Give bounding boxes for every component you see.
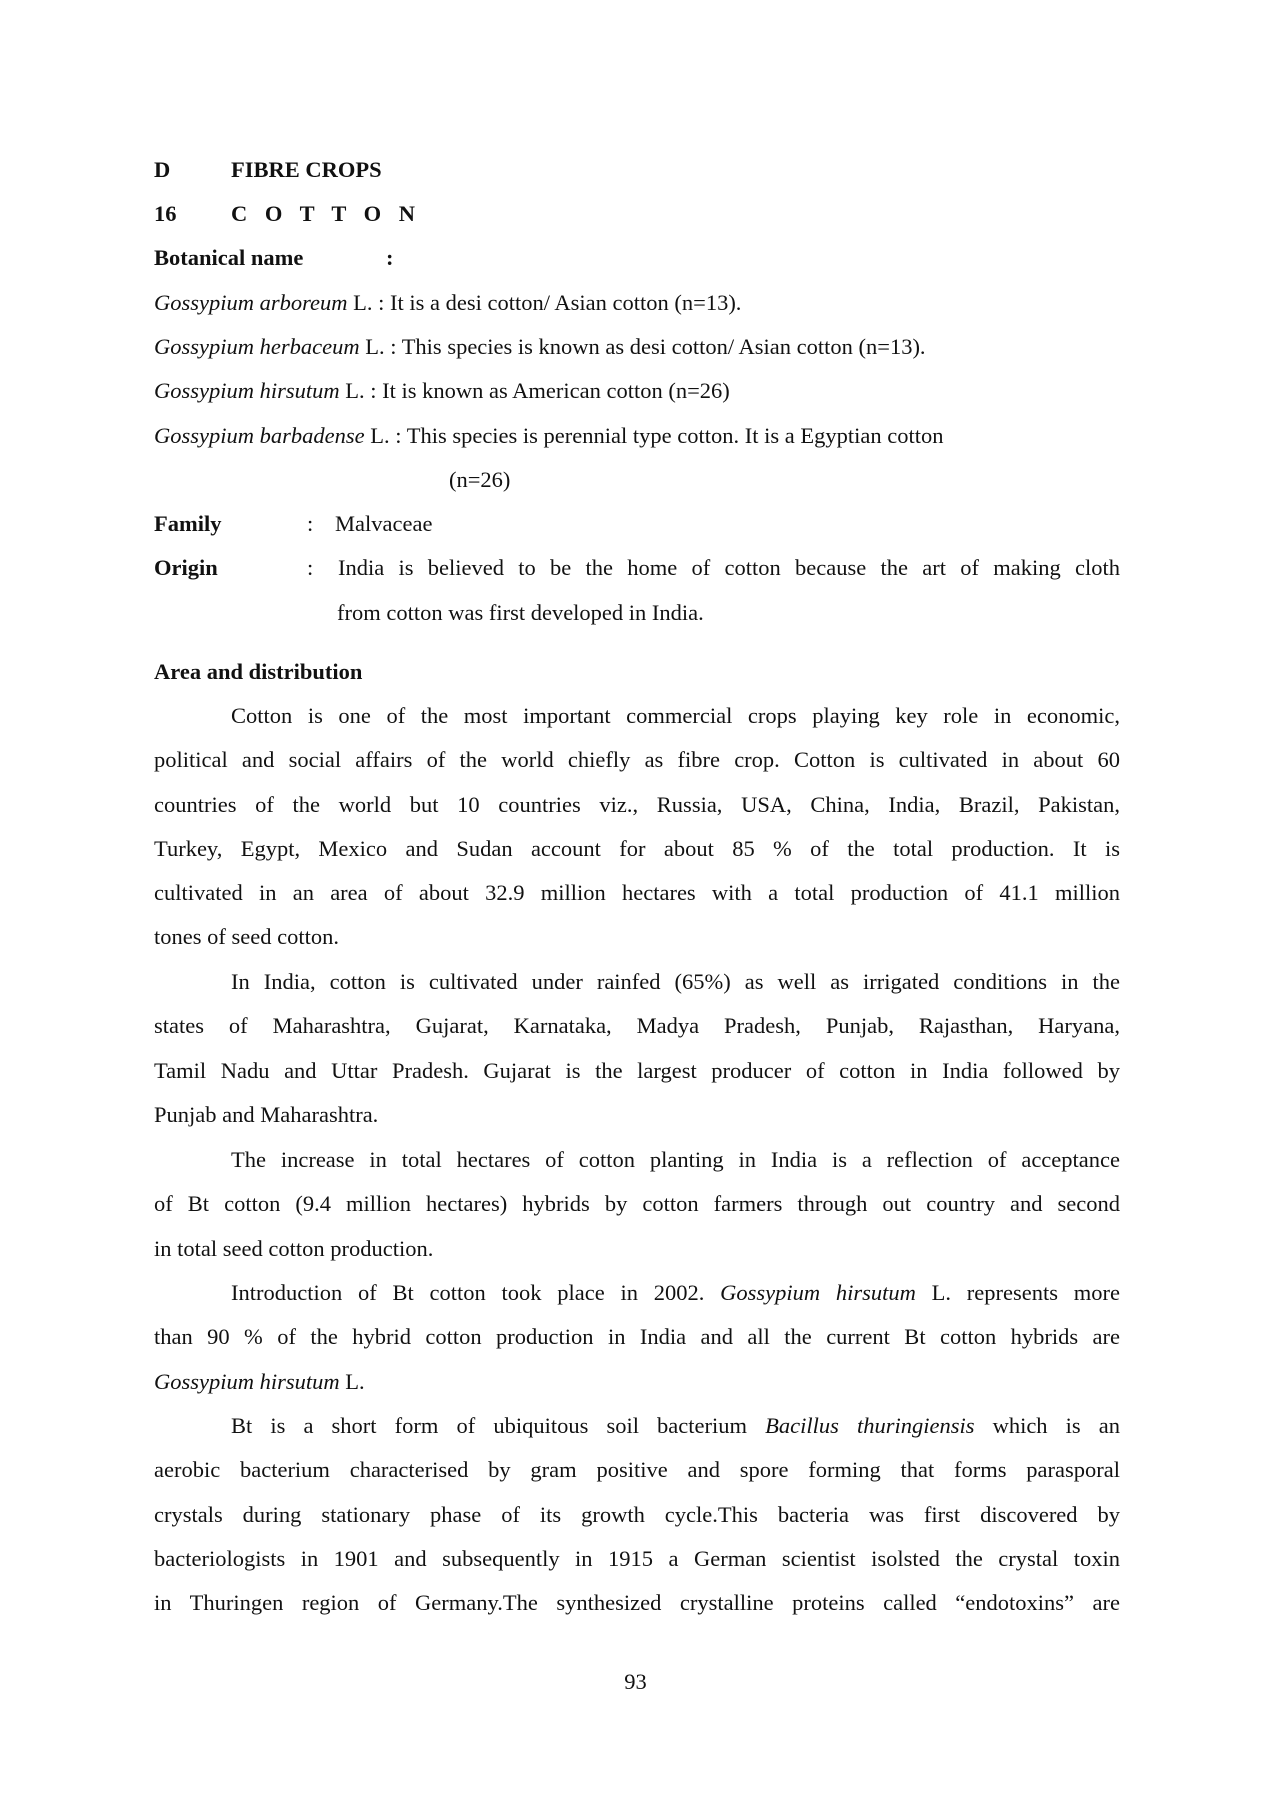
botanical-name-colon: : xyxy=(386,245,394,270)
species-entry: Gossypium arboreum L. : It is a desi cotton/ Asian cotton (n=13). xyxy=(154,290,742,315)
area-heading: Area and distribution xyxy=(154,659,363,684)
page-number: 93 xyxy=(624,1669,647,1694)
species-description: It is known as American cotton (n=26) xyxy=(382,378,730,403)
species-entry: Gossypium barbadense L. : This species is perennial type cotton. It is a Egyptian cotton xyxy=(154,423,944,448)
species-description: It is a desi cotton/ Asian cotton (n=13). xyxy=(390,290,742,315)
species-entry: Gossypium hirsutum L. : It is known as American cotton (n=26) xyxy=(154,378,730,403)
bacterium-name: Bacillus thuringiensis xyxy=(765,1413,975,1438)
paragraph-area-2: In India, cotton is cultivated under rainfed (65%) as well as irrigated conditions in the states of Maharashtra, Gujarat, Karnataka, Madya Pradesh, Punjab, Rajasthan, Haryana, Tamil Nadu and Uttar Pradesh. Gujarat is the largest producer of cotton in India followed by Punjab and Maharashtra. xyxy=(154,969,1120,1127)
paragraph-area-5: Bt is a short form of ubiquitous soil bacterium Bacillus thuringiensis which is an aerobic bacterium characterised by gram positive and spore forming that forms parasporal crystals during stationary phase of its growth cycle.This bacteria was first discovered by bacteriologists in 1901 and subsequently in 1915 a German scientist isolsted the crystal toxin in Thuringen region of Germany.The synthesized crystalline proteins called “endotoxins” are xyxy=(154,1413,1120,1616)
family-value: Malvaceae xyxy=(335,511,433,536)
origin-label: Origin xyxy=(154,555,218,580)
species-name: Gossypium hirsutum xyxy=(154,1368,340,1394)
origin-colon: : xyxy=(307,555,314,580)
species-description-continued: (n=26) xyxy=(449,467,511,492)
species-name: Gossypium hirsutum xyxy=(720,1280,916,1305)
species-entry: Gossypium herbaceum L. : This species is known as desi cotton/ Asian cotton (n=13). xyxy=(154,334,926,359)
species-name: Gossypium barbadense xyxy=(154,423,365,448)
botanical-name-label: Botanical name xyxy=(154,245,304,270)
species-description: This species is perennial type cotton. It is a Egyptian cotton xyxy=(406,423,944,448)
chapter-title: C O T T O N xyxy=(231,201,422,226)
section-title: FIBRE CROPS xyxy=(231,157,382,182)
chapter-number: 16 xyxy=(154,201,177,226)
species-name: Gossypium herbaceum xyxy=(154,334,360,359)
origin-value-line: from cotton was first developed in India. xyxy=(337,600,704,625)
species-name: Gossypium arboreum xyxy=(154,290,348,315)
species-description: This species is known as desi cotton/ Asian cotton (n=13). xyxy=(401,334,926,359)
paragraph-area-4: Introduction of Bt cotton took place in 2002. Gossypium hirsutum L. represents more than 90 % of the hybrid cotton production in India and all the current Bt cotton hybrids are Gossypium hirsutum L. xyxy=(154,1280,1121,1394)
paragraph-area-3: The increase in total hectares of cotton planting in India is a reflection of acceptance of Bt cotton (9.4 million hectares) hybrids by cotton farmers through out country and second in total seed cotton production. xyxy=(154,1147,1120,1261)
family-label: Family xyxy=(154,511,222,536)
family-colon: : xyxy=(307,511,314,536)
species-name: Gossypium hirsutum xyxy=(154,378,340,403)
paragraph-area-1: Cotton is one of the most important commercial crops playing key role in economic, political and social affairs of the world chiefly as fibre crop. Cotton is cultivated in about 60 countries of the world but 10 countries viz., Russia, USA, China, India, Brazil, Pakistan, Turkey, Egypt, Mexico and Sudan account for about 85 % of the total production. It is cultivated in an area of about 32.9 million hectares with a total production of 41.1 million tones of seed cotton. xyxy=(154,703,1120,950)
origin-value-line: India is believed to be the home of cotton because the art of making cloth xyxy=(338,555,1120,580)
section-code: D xyxy=(154,157,171,182)
